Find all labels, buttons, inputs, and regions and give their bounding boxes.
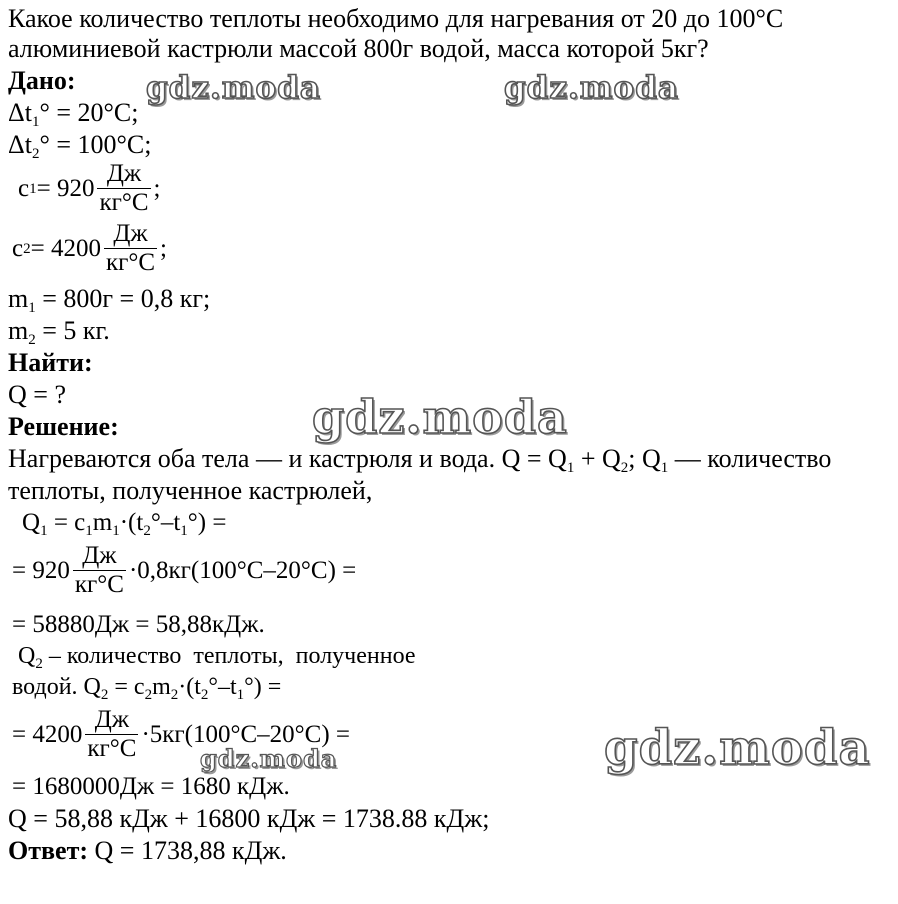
given-dt1: $\Delta t_1^\circ = 20^\circ C$;	[8, 98, 139, 130]
q1-unit-fraction: $\frac{Дж}{кг^\circ С}$	[74, 542, 124, 598]
given-c2: c 2 = 4200 $\frac{Дж}{кг^\circ С}$ ;	[12, 220, 167, 276]
answer-label: Ответ:	[8, 836, 89, 865]
q2-unit-fraction: $\frac{Дж}{кг^\circ С}$	[87, 706, 137, 762]
given-heading: Дано:	[8, 66, 76, 95]
watermark-3: gdz.moda	[312, 390, 568, 444]
find-heading: Найти:	[8, 348, 93, 377]
c2-unit-fraction: $\frac{Дж}{кг^\circ С}$	[105, 220, 156, 276]
watermark-2: gdz.moda	[504, 70, 679, 106]
solution-text-line-1: Нагреваются оба тела — и кастрюля и вода. $Q = Q_1 + Q_2$; $Q_1$ — количество	[8, 444, 832, 476]
formula-q1-substituted: = 920 $\frac{Дж}{кг^\circ С}$ ·0,8кг(100°С–20°С) =	[12, 542, 357, 598]
given-c1: c 1 = 920 $\frac{Дж}{кг^\circ С}$ ;	[18, 160, 161, 216]
problem-line-2: алюминиевой кастрюли массой 800г водой, масса которой 5кг?	[8, 34, 709, 63]
formula-q2-substituted: = 4200 $\frac{Дж}{кг^\circ С}$ ·5кг(100°С–20°С) =	[12, 706, 351, 762]
find-value: Q = ?	[8, 380, 66, 409]
solution-heading: Решение:	[8, 412, 119, 441]
watermark-1: gdz.moda	[146, 70, 321, 106]
formula-q2-result: = 1680000Дж = 1680 кДж.	[12, 773, 290, 800]
formula-q2: водой. $Q_2 = c_2m_2\cdot(t_2^\circ-t_1^\circ)$ =	[12, 674, 282, 703]
q2-description: $Q_2$ – количество теплоты, полученное	[18, 643, 416, 672]
problem-line-1: Какое количество теплоты необходимо для нагревания от 20 до 100°С	[8, 4, 784, 33]
solution-text-line-2: теплоты, полученное кастрюлей,	[8, 476, 373, 505]
c1-unit-fraction: $\frac{Дж}{кг^\circ С}$	[99, 160, 149, 216]
watermark-4: gdz.moda	[604, 720, 871, 776]
formula-q1: $Q_1 = c_1m_1\cdot(t_2^\circ-t_1^\circ)$ =	[22, 509, 227, 539]
total-heat: Q = 58,88 кДж + 16800 кДж = 1738.88 кДж;	[8, 804, 490, 833]
formula-q1-result: = 58880Дж = 58,88кДж.	[12, 611, 265, 638]
watermark-5: gdz.moda	[200, 744, 338, 773]
given-dt2: $\Delta t_2^\circ = 100^\circ C$;	[8, 130, 152, 162]
answer-value: Q = 1738,88 кДж.	[88, 836, 287, 865]
answer	[8, 836, 287, 866]
given-m2: $m_2 = 5$ кг.	[8, 316, 110, 348]
given-m1: $m_1 = 800г = 0,8$ кг;	[8, 284, 211, 316]
